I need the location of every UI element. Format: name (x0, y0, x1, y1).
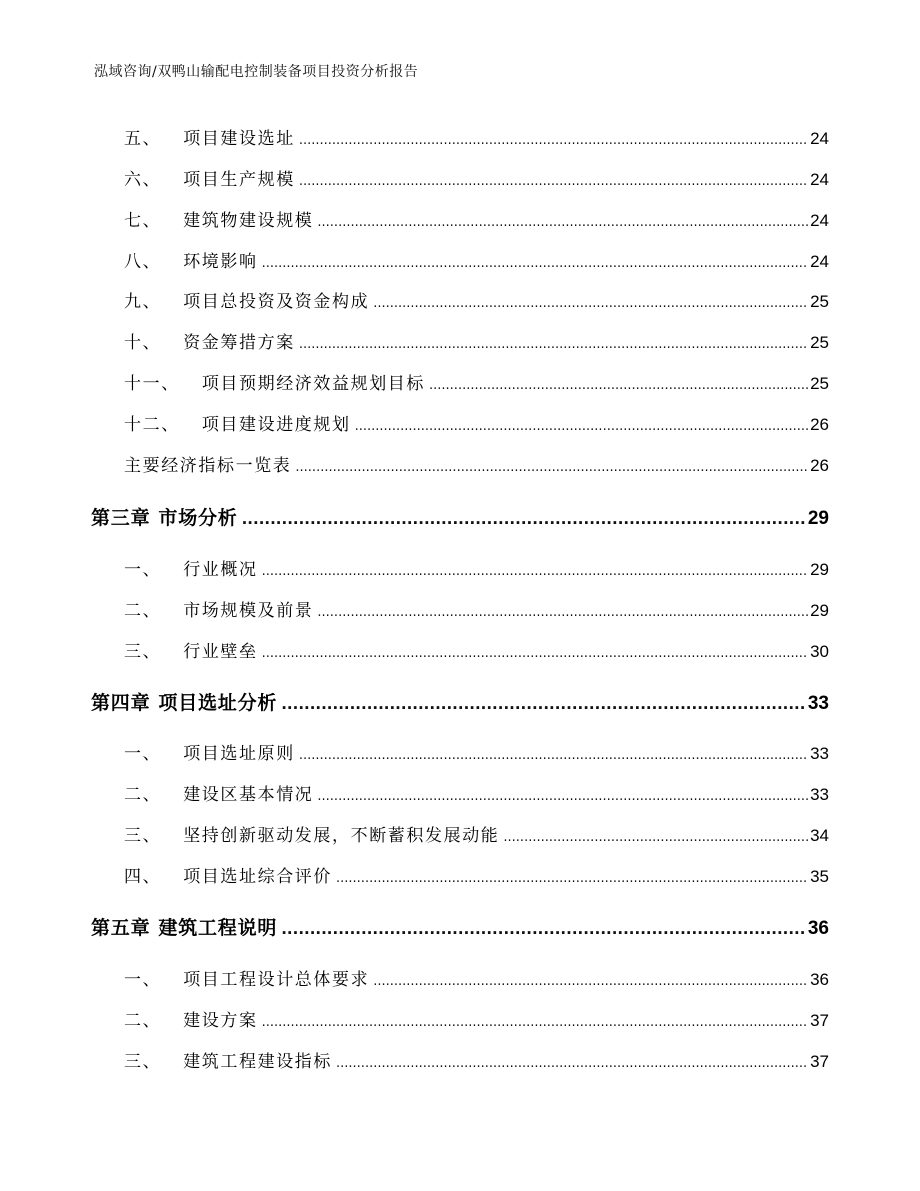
dot-leader (262, 560, 808, 580)
toc-entry-number: 九、 (124, 292, 162, 312)
toc-entry[interactable] (124, 780, 829, 805)
dot-leader (373, 292, 808, 312)
toc-entry-page: 37 (810, 1052, 829, 1071)
toc-entry-number: 十一、 (124, 374, 180, 394)
toc-entry-page: 24 (810, 170, 829, 189)
toc-entry-title: 项目选址综合评价 (183, 867, 333, 887)
toc-chapter[interactable] (91, 688, 829, 715)
dot-leader (299, 129, 808, 149)
toc-entry[interactable] (124, 739, 829, 764)
toc-entry[interactable] (124, 206, 829, 231)
toc-entry-page: 25 (810, 333, 829, 352)
toc-chapter-page: 36 (807, 918, 829, 939)
dot-leader (262, 252, 808, 272)
toc-entry-page: 26 (810, 415, 829, 434)
toc-entry[interactable] (124, 965, 829, 990)
toc-entry-number: 二、 (124, 1011, 162, 1031)
toc-chapter-page: 33 (807, 693, 829, 714)
toc-entry[interactable] (124, 596, 829, 621)
running-header: 泓域咨询/双鸭山输配电控制装备项目投资分析报告 (94, 64, 419, 80)
toc-entry[interactable] (124, 287, 829, 312)
header-divider (90, 88, 830, 89)
toc-entry-title: 市场规模及前景 (183, 601, 314, 621)
dot-leader (336, 867, 808, 887)
toc-entry-number: 十二、 (124, 415, 180, 435)
toc-entry-page: 33 (810, 785, 829, 804)
toc-entry-page: 25 (810, 292, 829, 311)
toc-chapter-number: 第四章 (91, 692, 151, 714)
dot-leader (373, 970, 808, 990)
toc-entry-title: 行业壁垒 (183, 642, 258, 662)
toc-chapter-number: 第五章 (91, 917, 151, 939)
dot-leader (317, 601, 808, 621)
dot-leader (262, 1011, 808, 1031)
toc-entry-number: 三、 (124, 826, 162, 846)
toc-entry-page: 29 (810, 560, 829, 579)
dot-leader (317, 211, 808, 231)
toc-entry-page: 30 (810, 642, 829, 661)
toc-entry-page: 34 (810, 826, 829, 845)
dot-leader (429, 374, 808, 394)
toc-entry-title: 环境影响 (183, 252, 258, 272)
toc-entry-number: 八、 (124, 252, 162, 272)
toc-entry-title: 建筑工程建设指标 (183, 1052, 333, 1072)
toc-chapter[interactable] (91, 913, 829, 940)
toc-entry[interactable] (124, 124, 829, 149)
toc-chapter[interactable] (91, 503, 829, 530)
toc-entry[interactable] (124, 862, 829, 887)
toc-entry-title: 项目选址原则 (183, 744, 295, 764)
dot-leader (295, 456, 808, 476)
dot-leader (281, 917, 806, 939)
toc-entry-number: 四、 (124, 867, 162, 887)
dot-leader (503, 826, 808, 846)
dot-leader (299, 744, 808, 764)
toc-entry[interactable] (124, 369, 829, 394)
toc-entry-number: 一、 (124, 970, 162, 990)
toc-entry-number: 五、 (124, 129, 162, 149)
toc-entry-page: 36 (810, 970, 829, 989)
toc-entry[interactable] (124, 165, 829, 190)
dot-leader (336, 1052, 808, 1072)
toc-entry-page: 24 (810, 129, 829, 148)
toc-entry-title: 坚持创新驱动发展，不断蓄积发展动能 (183, 826, 500, 846)
toc-entry-title: 项目总投资及资金构成 (183, 292, 370, 312)
toc-entry[interactable] (124, 555, 829, 580)
toc-chapter-title: 项目选址分析 (158, 692, 278, 714)
dot-leader (355, 415, 808, 435)
toc-entry-title: 建设方案 (183, 1011, 258, 1031)
toc-entry[interactable] (124, 247, 829, 272)
toc-entry[interactable] (124, 637, 829, 662)
toc-entry-number: 二、 (124, 601, 162, 621)
toc-chapter-title: 市场分析 (158, 507, 238, 529)
toc-entry-number: 一、 (124, 744, 162, 764)
toc-entry-title: 建筑物建设规模 (183, 211, 314, 231)
toc-entry[interactable] (124, 451, 829, 476)
toc-entry-title: 行业概况 (183, 560, 258, 580)
toc-entry-page: 37 (810, 1011, 829, 1030)
toc-entry-title: 主要经济指标一览表 (124, 456, 292, 476)
dot-leader (242, 507, 806, 529)
dot-leader (262, 642, 808, 662)
toc-entry[interactable] (124, 821, 829, 846)
toc-entry-number: 一、 (124, 560, 162, 580)
toc-entry-page: 24 (810, 252, 829, 271)
toc-entry-title: 项目预期经济效益规划目标 (201, 374, 426, 394)
toc-entry-page: 35 (810, 867, 829, 886)
toc-entry-page: 26 (810, 456, 829, 475)
toc-entry-title: 项目工程设计总体要求 (183, 970, 370, 990)
toc-entry-title: 建设区基本情况 (183, 785, 314, 805)
toc-entry-number: 六、 (124, 170, 162, 190)
toc-entry-number: 三、 (124, 1052, 162, 1072)
toc-entry[interactable] (124, 328, 829, 353)
dot-leader (317, 785, 808, 805)
toc-entry[interactable] (124, 1047, 829, 1072)
toc-entry-title: 项目建设选址 (183, 129, 295, 149)
toc-chapter-number: 第三章 (91, 507, 151, 529)
toc-chapter-title: 建筑工程说明 (158, 917, 278, 939)
toc-entry-page: 25 (810, 374, 829, 393)
toc-entry-page: 33 (810, 744, 829, 763)
dot-leader (281, 692, 806, 714)
toc-entry-number: 三、 (124, 642, 162, 662)
toc-entry-page: 24 (810, 211, 829, 230)
toc-entry-title: 项目建设进度规划 (201, 415, 351, 435)
dot-leader (299, 333, 808, 353)
toc-entry-title: 项目生产规模 (183, 170, 295, 190)
toc-entry-number: 二、 (124, 785, 162, 805)
toc-entry[interactable] (124, 1006, 829, 1031)
toc-entry-number: 七、 (124, 211, 162, 231)
toc-entry[interactable] (124, 410, 829, 435)
toc-chapter-page: 29 (807, 508, 829, 529)
toc-entry-number: 十、 (124, 333, 162, 353)
toc-entry-page: 29 (810, 601, 829, 620)
toc-entry-title: 资金筹措方案 (183, 333, 295, 353)
dot-leader (299, 170, 808, 190)
